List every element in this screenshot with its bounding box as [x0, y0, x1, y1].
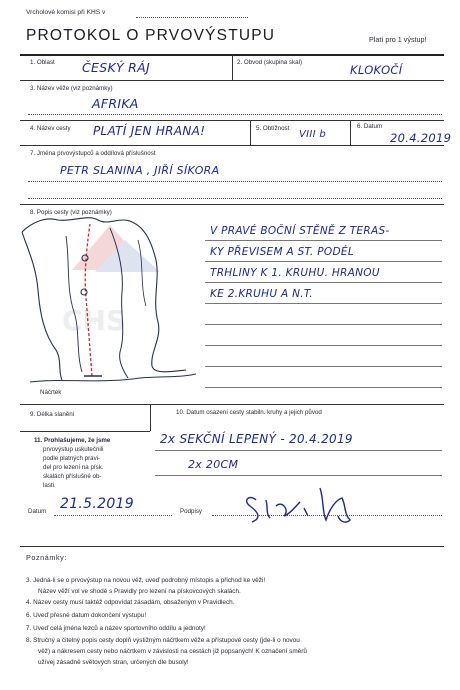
- prohlaseni-line-4: del pro lezení na písk.: [43, 464, 104, 471]
- note-line: 7. Uveď celá jména lezců a název sportovního oddílu a jednoty!: [26, 625, 206, 632]
- datum-value: 20.4.2019: [390, 131, 452, 145]
- nacrtek-label: Náčrtek: [40, 389, 62, 396]
- popis-label: 8. Popis cesty (viz poznámky): [30, 209, 112, 216]
- obtiznost-label: 5. Obtížnost: [256, 125, 290, 132]
- prohlaseni-line-2: prvovýstup uskutečnili: [43, 446, 104, 453]
- slaneni-label: 9. Délka slanění: [30, 411, 75, 418]
- popis-line-2: KY PŘEVISEM A ST. PODÉL: [210, 246, 354, 258]
- datum11-value: 21.5.2019: [60, 496, 134, 512]
- notes-title: Poznámky:: [26, 553, 67, 562]
- oblast-label: 1. Oblast: [30, 59, 55, 66]
- prohlaseni-line-5: skalách příslušné ob-: [43, 473, 102, 480]
- popis-line-1: V PRAVÉ BOČNÍ STĚNĚ Z TERAS-: [210, 225, 390, 237]
- jmena-value: PETR SLANINA , JIŘÍ SÍKORA: [60, 164, 220, 177]
- osazeni-line-1: 2x SEKČNÍ LEPENÝ - 20.4.2019: [160, 432, 353, 446]
- prohlaseni-line-1: 11. Prohlašujeme, že jsme: [34, 437, 111, 444]
- notes-rule: [20, 546, 444, 547]
- podpisy-label: Podpisy: [180, 508, 203, 515]
- obvod-label: 2. Obvod (skupina skal): [237, 59, 302, 66]
- obvod-value: KLOKOČÍ: [350, 63, 403, 77]
- note-line: Název věží vol ve shodě s Pravidly pro lezení na pískovcových skalách.: [38, 588, 241, 595]
- note-line: 4. Název cesty musí taktéž odpovídat zásadám, obsaženým v Pravidlech.: [26, 599, 235, 606]
- osazeni-line-2: 2x 20CM: [188, 458, 239, 471]
- osazeni-label: 10. Datum osazení cesty stabiln. kruhy a jejich původ: [176, 409, 322, 416]
- form-title: PROTOKOL O PRVOVÝSTUPU: [26, 27, 276, 44]
- valid-note: Platí pro 1 výstup!: [369, 35, 427, 44]
- note-line: užívej zásadně světových stran, určených dle busoly!: [38, 659, 189, 666]
- note-line: 8. Stručný a čitelný popis cesty doplň výstižným náčrtkem věže a přístupové cesty (jde-li o novou: [26, 637, 300, 644]
- jmena-label: 7. Jména prvovýstupců a oddílová příslušnost: [30, 150, 156, 157]
- note-line: 3. Jedná-li se o prvovýstup na novou věž, uveď podrobný místopis a přichod ke věži!: [26, 577, 266, 584]
- popis-line-3: TRHLINY K 1. KRUHU. HRANOU: [210, 267, 380, 279]
- prohlaseni-line-6: lasti.: [43, 482, 56, 489]
- note-line: 6. Uveď přesné datum dokončení výstupu!: [26, 612, 147, 619]
- commission-label: Vrcholové komisi při KHS v: [26, 9, 106, 16]
- cesta-label: 4. Název cesty: [30, 125, 71, 132]
- oblast-value: ČESKÝ RÁJ: [82, 60, 150, 75]
- cesta-value: PLATÍ JEN HRANA!: [93, 124, 206, 138]
- obtiznost-value: VIII b: [299, 129, 327, 140]
- veze-value: AFRIKA: [92, 96, 139, 111]
- datum-label: 6. Datum: [357, 123, 383, 130]
- popis-line-4: KE 2.KRUHU A N.T.: [210, 288, 313, 300]
- veze-label: 3. Název věže (viz poznámky): [30, 85, 113, 92]
- prohlaseni-line-3: podle platných pravi-: [43, 455, 101, 462]
- svg-text:CHS: CHS: [62, 304, 127, 337]
- datum11-label: Datum: [28, 508, 47, 515]
- note-line: věž) a nákresem cesty nebo náčrtkem v závislosti na cestách již popsaných! K označení směrů: [38, 648, 307, 655]
